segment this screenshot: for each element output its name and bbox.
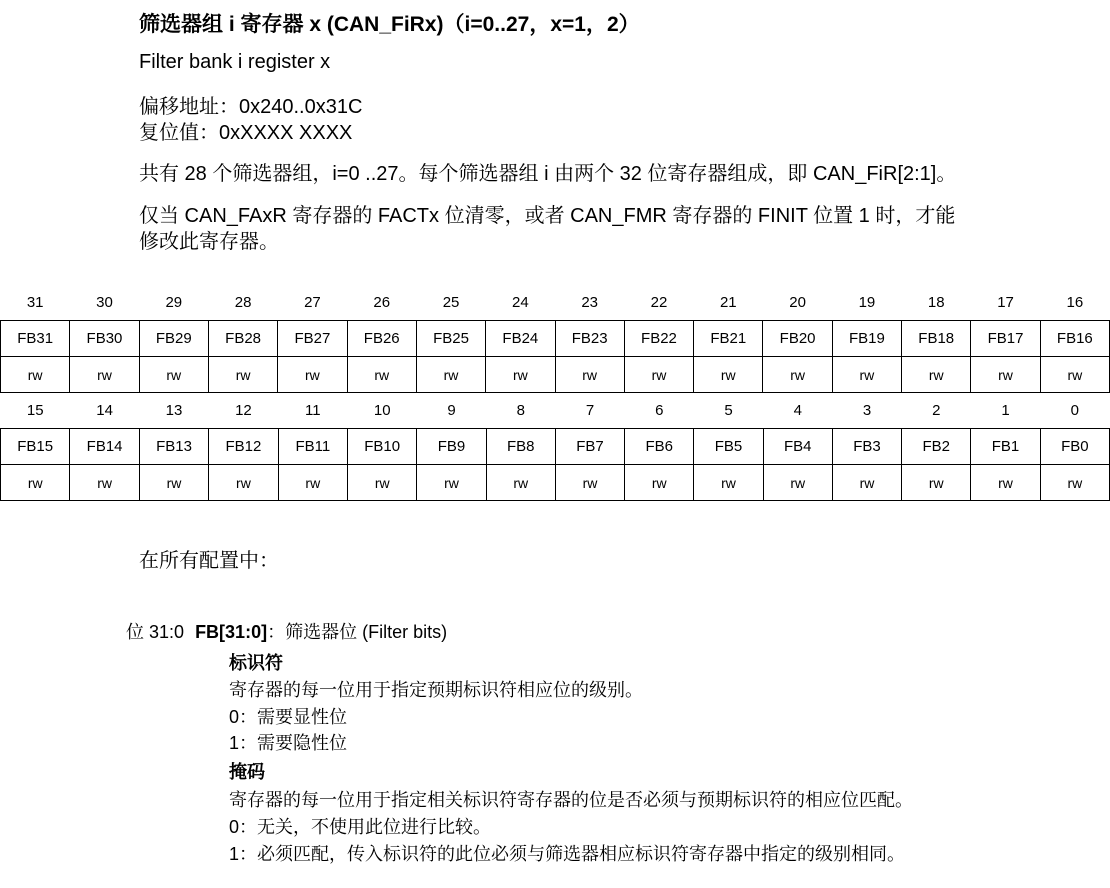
- bit-access: rw: [763, 465, 832, 501]
- bit-number: 20: [789, 293, 806, 311]
- bit-access: rw: [832, 357, 901, 393]
- bit-name: FB25: [416, 321, 485, 357]
- bit-access: rw: [902, 357, 971, 393]
- bit-name: FB13: [139, 429, 208, 465]
- bit-number: 3: [862, 401, 872, 419]
- bit-name: FB6: [625, 429, 694, 465]
- bit-name: FB11: [278, 429, 347, 465]
- bit-number: 22: [650, 293, 668, 311]
- bit-access: rw: [625, 465, 694, 501]
- bit-name: FB28: [208, 321, 277, 357]
- bit-number: 10: [373, 401, 391, 419]
- bit-number: 26: [373, 293, 391, 311]
- bit-number: 21: [719, 293, 737, 311]
- bit-name: FB18: [902, 321, 971, 357]
- bit-number: 16: [1066, 293, 1084, 311]
- bit-number: 11: [305, 401, 321, 419]
- bit-access: rw: [139, 465, 208, 501]
- bit-number: 29: [165, 293, 183, 311]
- bit-name: FB15: [1, 429, 70, 465]
- field-bits: 位 31:0: [126, 622, 185, 642]
- bit-access: rw: [278, 357, 347, 393]
- bit-access: rw: [417, 465, 486, 501]
- bit-name: FB24: [486, 321, 555, 357]
- bit-number: 25: [442, 293, 460, 311]
- bit-number: 23: [581, 293, 598, 311]
- bit-number: 0: [1070, 401, 1079, 419]
- bit-number: 27: [304, 293, 321, 311]
- bit-number: 28: [234, 293, 252, 311]
- bit-number: 17: [997, 293, 1014, 311]
- bit-access: rw: [70, 465, 139, 501]
- bit-name: FB5: [694, 429, 763, 465]
- bit-access-row: [1, 357, 1110, 393]
- bit-number: 1: [1001, 401, 1010, 419]
- bit-number: 7: [585, 401, 595, 419]
- bit-name: FB7: [555, 429, 624, 465]
- bit-access: rw: [832, 465, 901, 501]
- bit-name: FB19: [832, 321, 901, 357]
- bit-access: rw: [902, 465, 971, 501]
- bit-name: FB14: [70, 429, 139, 465]
- bit-name: FB0: [1040, 429, 1109, 465]
- bit-name: FB16: [1040, 321, 1109, 357]
- bit-name: FB29: [139, 321, 208, 357]
- bit-name: FB26: [347, 321, 416, 357]
- bit-number: 24: [512, 293, 529, 311]
- mask-description: 寄存器的每一位用于指定相关标识符寄存器的位是否必须与预期标识符的相应位匹配。: [229, 790, 913, 810]
- bit-access: rw: [278, 465, 347, 501]
- identifier-value-1: 1：需要隐性位: [229, 733, 348, 753]
- bit-access: rw: [555, 465, 624, 501]
- bit-name: FB2: [902, 429, 971, 465]
- bit-name-row: [1, 429, 1110, 465]
- bit-name: FB21: [694, 321, 763, 357]
- bit-access: rw: [486, 465, 555, 501]
- bit-name: FB27: [278, 321, 347, 357]
- bit-name: FB4: [763, 429, 832, 465]
- bit-number: 8: [516, 401, 525, 419]
- bit-name: FB8: [486, 429, 555, 465]
- bit-number: 18: [927, 293, 945, 311]
- identifier-heading: 标识符: [229, 653, 283, 673]
- mask-value-0: 0：无关，不使用此位进行比较。: [229, 817, 492, 837]
- reset-value: 复位值：0xXXXX XXXX: [139, 122, 353, 144]
- bit-access: rw: [139, 357, 208, 393]
- identifier-value-0: 0：需要显性位: [229, 707, 348, 727]
- bit-name: FB10: [348, 429, 417, 465]
- field-title: ：筛选器位 (Filter bits): [267, 622, 448, 642]
- mask-heading: 掩码: [229, 762, 265, 782]
- bit-access: rw: [624, 357, 693, 393]
- description-paragraph-2-line-2: 修改此寄存器。: [139, 231, 279, 253]
- bit-name: FB3: [832, 429, 901, 465]
- bit-name: FB1: [971, 429, 1040, 465]
- bit-access: rw: [347, 357, 416, 393]
- all-configurations-label: 在所有配置中：: [139, 550, 279, 572]
- bit-number: 6: [655, 401, 664, 419]
- bit-number: 19: [858, 293, 876, 311]
- bit-name: FB31: [1, 321, 70, 357]
- bit-access: rw: [1040, 357, 1109, 393]
- description-paragraph-1: 共有 28 个筛选器组，i=0 ..27。每个筛选器组 i 由两个 32 位寄存器组成，即 CAN_FiR[2:1]。: [139, 163, 957, 185]
- bit-access: rw: [1040, 465, 1109, 501]
- bit-access: rw: [208, 357, 277, 393]
- bit-name: FB23: [555, 321, 624, 357]
- bit-access: rw: [1, 357, 70, 393]
- offset-address: 偏移地址：0x240..0x31C: [139, 96, 363, 118]
- bit-name: FB9: [417, 429, 486, 465]
- bit-number: 15: [26, 401, 44, 419]
- bit-number: 14: [96, 401, 113, 419]
- bit-access: rw: [694, 465, 763, 501]
- description-paragraph-2-line-1: 仅当 CAN_FAxR 寄存器的 FACTx 位清零，或者 CAN_FMR 寄存器的 FINIT 位置 1 时，才能: [139, 205, 956, 227]
- bit-number: 30: [96, 293, 113, 311]
- bit-access: rw: [555, 357, 624, 393]
- register-title: 筛选器组 i 寄存器 x (CAN_FiRx)（i=0..27，x=1，2）: [139, 13, 640, 36]
- register-bit-table-lower: [0, 392, 1110, 501]
- bit-number: 13: [165, 401, 183, 419]
- bit-name: FB22: [624, 321, 693, 357]
- bit-name: FB20: [763, 321, 832, 357]
- bit-access: rw: [348, 465, 417, 501]
- bit-name-row: [1, 321, 1110, 357]
- bit-access: rw: [416, 357, 485, 393]
- bit-number: 12: [235, 401, 252, 419]
- bit-number: 9: [447, 401, 456, 419]
- identifier-description: 寄存器的每一位用于指定预期标识符相应位的级别。: [229, 680, 643, 700]
- bit-access: rw: [971, 357, 1040, 393]
- bit-number: 4: [793, 401, 802, 419]
- mask-value-1: 1：必须匹配，传入标识符的此位必须与筛选器相应标识符寄存器中指定的级别相同。: [229, 844, 906, 864]
- bit-access: rw: [971, 465, 1040, 501]
- bit-access: rw: [209, 465, 278, 501]
- bit-access: rw: [70, 357, 139, 393]
- bit-access: rw: [694, 357, 763, 393]
- bit-name: FB30: [70, 321, 139, 357]
- bit-access-row: [1, 465, 1110, 501]
- field-description-header: [126, 619, 447, 645]
- bit-number-row: [1, 284, 1110, 321]
- bit-number: 31: [26, 293, 44, 311]
- bit-access: rw: [763, 357, 832, 393]
- bit-name: FB17: [971, 321, 1040, 357]
- bit-access: rw: [1, 465, 70, 501]
- bit-number: 2: [932, 401, 941, 419]
- register-subtitle: Filter bank i register x: [139, 51, 331, 73]
- bit-number: 5: [724, 401, 733, 419]
- register-bit-table-upper: [0, 284, 1110, 393]
- bit-name: FB12: [209, 429, 278, 465]
- bit-number-row: [1, 392, 1110, 429]
- field-name: FB[31:0]: [195, 622, 268, 642]
- bit-access: rw: [486, 357, 555, 393]
